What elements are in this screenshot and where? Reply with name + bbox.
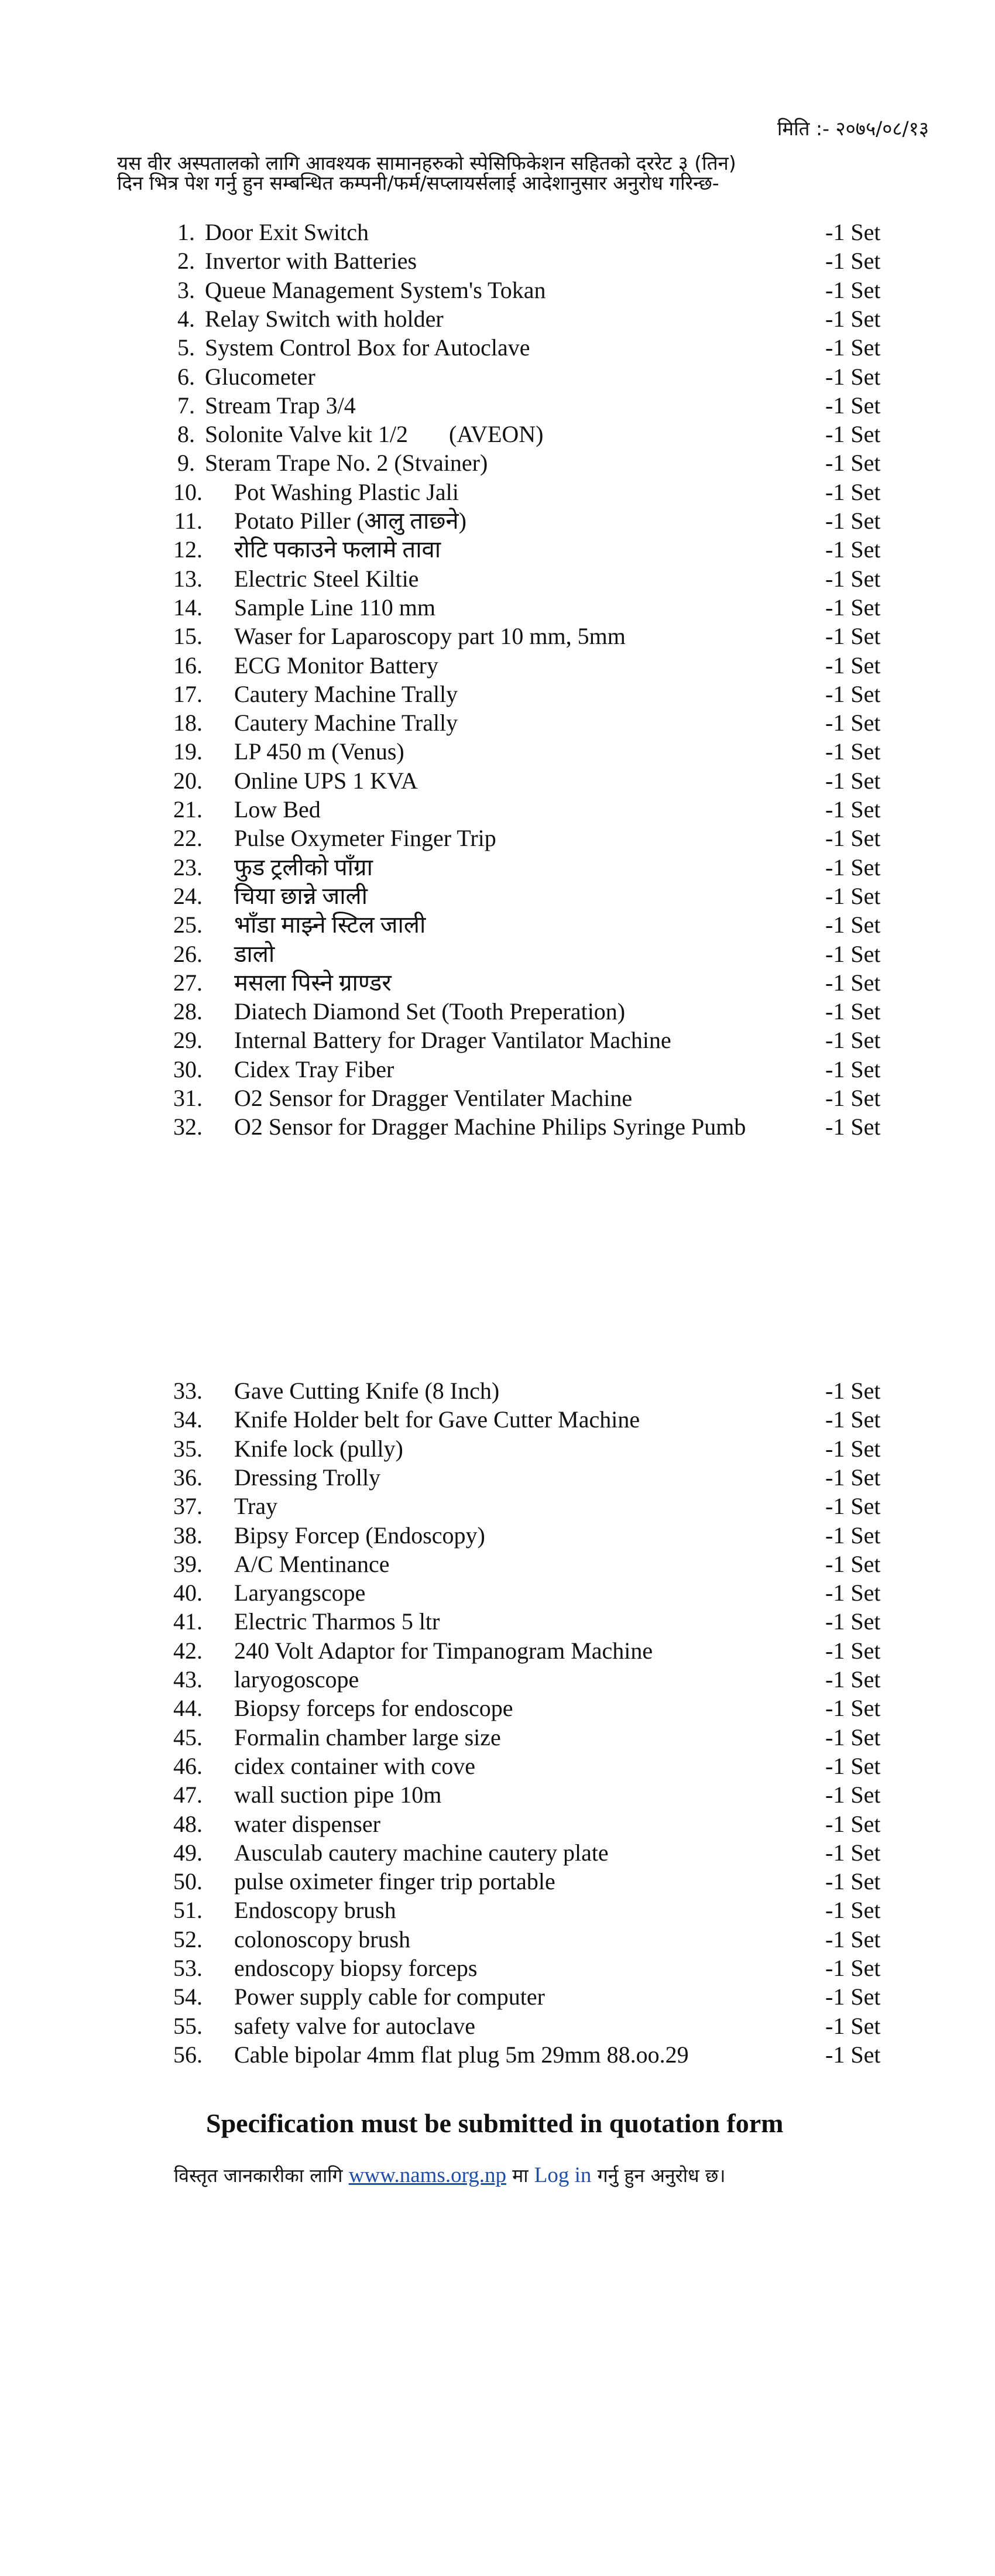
intro-paragraph: [117, 153, 931, 193]
item-number: 37.: [173, 1493, 203, 1520]
item-number: 41.: [173, 1608, 203, 1635]
item-quantity: -1 Set: [825, 1782, 881, 1808]
list-item: [0, 795, 995, 824]
item-number: 50.: [173, 1868, 203, 1895]
item-number: 45.: [173, 1724, 203, 1751]
item-quantity: -1 Set: [825, 1984, 881, 2010]
item-name: Online UPS 1 KVA: [234, 767, 418, 794]
item-name: Endoscopy brush: [234, 1897, 396, 1924]
item-number: 56.: [173, 2041, 203, 2068]
item-quantity: -1 Set: [825, 392, 881, 419]
list-item: [0, 1376, 995, 1406]
item-quantity: -1 Set: [825, 1464, 881, 1491]
item-number: 13.: [173, 565, 203, 592]
item-number: 24.: [173, 882, 203, 909]
list-item: [0, 1084, 995, 1113]
list-item: [0, 1752, 995, 1781]
item-number: 53.: [173, 1955, 203, 1981]
item-quantity: -1 Set: [825, 565, 881, 592]
item-name: Cautery Machine Trally: [234, 680, 458, 707]
item-number: 34.: [173, 1406, 203, 1433]
list-item: [0, 478, 995, 507]
list-item: [0, 535, 995, 564]
item-quantity: -1 Set: [825, 478, 881, 505]
item-number: 26.: [173, 940, 203, 967]
item-quantity: -1 Set: [825, 1608, 881, 1635]
list-item: [0, 564, 995, 594]
item-number: 19.: [173, 738, 203, 765]
info-prefix: विस्तृत जानकारीका लागि: [174, 2164, 343, 2187]
item-quantity: -1 Set: [825, 680, 881, 707]
item-quantity: -1 Set: [825, 334, 881, 361]
item-quantity: -1 Set: [825, 1435, 881, 1462]
list-item: [0, 218, 995, 247]
item-name: Ausculab cautery machine cautery plate: [234, 1839, 609, 1866]
item-name: Relay Switch with holder: [205, 305, 444, 332]
item-quantity: -1 Set: [825, 248, 881, 275]
list-item: [0, 968, 995, 998]
item-name: डालो: [234, 940, 275, 967]
item-name: मसला पिस्ने ग्राण्डर: [234, 969, 392, 996]
item-number: 25.: [173, 912, 203, 938]
item-quantity: -1 Set: [825, 1724, 881, 1751]
item-number: 33.: [173, 1378, 203, 1404]
item-number: 52.: [173, 1926, 203, 1952]
item-number: 23.: [173, 854, 203, 881]
list-item: [0, 1982, 995, 2012]
item-name: Cidex Tray Fiber: [234, 1056, 394, 1083]
list-item: [0, 420, 995, 449]
item-number: 15.: [173, 623, 203, 650]
item-name: फुड ट्रलीको पाँग्रा: [234, 854, 373, 881]
item-name: 240 Volt Adaptor for Timpanogram Machine: [234, 1637, 653, 1664]
item-name: Stream Trap 3/4: [205, 392, 356, 419]
list-item: [0, 1434, 995, 1464]
item-number: 12.: [173, 536, 203, 563]
item-name: safety valve for autoclave: [234, 2012, 476, 2039]
list-item: [0, 2040, 995, 2070]
item-name: Diatech Diamond Set (Tooth Preperation): [234, 998, 626, 1025]
item-number: 51.: [173, 1897, 203, 1924]
list-item: [0, 1723, 995, 1752]
list-item: [0, 1896, 995, 1925]
item-quantity: -1 Set: [825, 854, 881, 881]
login-text: Log in: [534, 2163, 592, 2187]
item-number: 4.: [177, 305, 195, 332]
item-name: laryogoscope: [234, 1666, 359, 1693]
item-name: Knife lock (pully): [234, 1435, 403, 1462]
info-line: [174, 2163, 725, 2188]
item-number: 27.: [173, 969, 203, 996]
list-item: [0, 1636, 995, 1666]
item-number: 2.: [177, 248, 195, 275]
item-name: Queue Management System's Tokan: [205, 276, 546, 303]
item-number: 55.: [173, 2012, 203, 2039]
list-item: [0, 940, 995, 969]
item-name: Gave Cutting Knife (8 Inch): [234, 1378, 500, 1404]
list-item: [0, 1550, 995, 1579]
list-item: [0, 1578, 995, 1608]
item-quantity: -1 Set: [825, 738, 881, 765]
item-name: colonoscopy brush: [234, 1926, 411, 1952]
item-name: चिया छान्ने जाली: [234, 882, 368, 909]
list-item: [0, 1112, 995, 1142]
item-quantity: -1 Set: [825, 1752, 881, 1779]
item-name: भाँडा माझ्ने स्टिल जाली: [234, 912, 426, 938]
item-quantity: -1 Set: [825, 421, 881, 448]
list-item: [0, 2012, 995, 2041]
item-name: LP 450 m (Venus): [234, 738, 404, 765]
item-number: 47.: [173, 1782, 203, 1808]
item-number: 42.: [173, 1637, 203, 1664]
item-name: Pot Washing Plastic Jali: [234, 478, 459, 505]
list-item: [0, 737, 995, 766]
list-item: [0, 304, 995, 334]
item-number: 46.: [173, 1752, 203, 1779]
item-quantity: -1 Set: [825, 767, 881, 794]
item-name: Tray: [234, 1493, 278, 1520]
item-number: 20.: [173, 767, 203, 794]
item-number: 14.: [173, 594, 203, 621]
item-quantity: -1 Set: [825, 1926, 881, 1952]
item-name: Pulse Oxymeter Finger Trip: [234, 825, 496, 852]
item-quantity: -1 Set: [825, 1114, 881, 1140]
item-quantity: -1 Set: [825, 594, 881, 621]
item-name: water dispenser: [234, 1810, 380, 1837]
list-item: [0, 276, 995, 305]
item-name: Glucometer: [205, 363, 315, 390]
list-item: [0, 853, 995, 882]
item-quantity: -1 Set: [825, 276, 881, 303]
item-name: Knife Holder belt for Gave Cutter Machine: [234, 1406, 640, 1433]
item-name: Internal Battery for Drager Vantilator Machine: [234, 1027, 671, 1054]
item-name: Low Bed: [234, 796, 321, 823]
item-name: Dressing Trolly: [234, 1464, 381, 1491]
item-number: 22.: [173, 825, 203, 852]
item-name: Power supply cable for computer: [234, 1984, 545, 2010]
info-suffix: गर्नु हुन अनुरोध छ।: [597, 2164, 726, 2187]
item-name: Cable bipolar 4mm flat plug 5m 29mm 88.oo.29: [234, 2041, 689, 2068]
item-number: 48.: [173, 1810, 203, 1837]
item-number: 10.: [173, 478, 203, 505]
item-name: Bipsy Forcep (Endoscopy): [234, 1522, 485, 1549]
item-number: 54.: [173, 1984, 203, 2010]
list-item: [0, 910, 995, 940]
list-item: [0, 1607, 995, 1636]
item-quantity: -1 Set: [825, 1056, 881, 1083]
item-number: 5.: [177, 334, 195, 361]
item-number: 39.: [173, 1550, 203, 1577]
item-number: 49.: [173, 1839, 203, 1866]
item-name: Electric Steel Kiltie: [234, 565, 419, 592]
list-item: [0, 448, 995, 478]
list-item: [0, 622, 995, 651]
list-item: [0, 1492, 995, 1521]
item-name: Sample Line 110 mm: [234, 594, 436, 621]
list-item: [0, 1055, 995, 1084]
website-link[interactable]: www.nams.org.np: [348, 2163, 506, 2187]
item-number: 30.: [173, 1056, 203, 1083]
item-quantity: -1 Set: [825, 2012, 881, 2039]
item-quantity: -1 Set: [825, 2041, 881, 2068]
item-quantity: -1 Set: [825, 450, 881, 477]
item-quantity: -1 Set: [825, 305, 881, 332]
item-number: 3.: [177, 276, 195, 303]
item-name: Formalin chamber large size: [234, 1724, 501, 1751]
item-name: pulse oximeter finger trip portable: [234, 1868, 555, 1895]
list-item: [0, 708, 995, 738]
list-item: [0, 1925, 995, 1954]
intro-line-1: यस वीर अस्पतालको लागि आवश्यक सामानहरुको स्पेसिफिकेशन सहितको दररेट ३ (तिन): [117, 152, 736, 174]
item-number: 36.: [173, 1464, 203, 1491]
item-name: O2 Sensor for Dragger Ventilater Machine: [234, 1085, 633, 1111]
item-quantity: -1 Set: [825, 1810, 881, 1837]
item-quantity: -1 Set: [825, 1666, 881, 1693]
item-quantity: -1 Set: [825, 536, 881, 563]
list-item: [0, 593, 995, 622]
item-quantity: -1 Set: [825, 1550, 881, 1577]
item-quantity: -1 Set: [825, 652, 881, 679]
item-quantity: -1 Set: [825, 1955, 881, 1981]
list-item: [0, 246, 995, 276]
item-quantity: -1 Set: [825, 825, 881, 852]
item-number: 32.: [173, 1114, 203, 1140]
item-quantity: -1 Set: [825, 1027, 881, 1054]
item-number: 40.: [173, 1580, 203, 1606]
item-name: Steram Trape No. 2 (Stvainer): [205, 450, 488, 477]
item-name: Biopsy forceps for endoscope: [234, 1695, 513, 1722]
item-number: 6.: [177, 363, 195, 390]
specification-note: Specification must be submitted in quotation form: [206, 2108, 784, 2138]
item-quantity: -1 Set: [825, 796, 881, 823]
list-item: [0, 1405, 995, 1434]
item-quantity: -1 Set: [825, 969, 881, 996]
item-number: 7.: [177, 392, 195, 419]
item-name: Potato Piller (आलु ताछ्ने): [234, 508, 466, 534]
list-item: [0, 1810, 995, 1839]
item-quantity: -1 Set: [825, 1695, 881, 1722]
item-number: 9.: [177, 450, 195, 477]
item-quantity: -1 Set: [825, 1637, 881, 1664]
item-quantity: -1 Set: [825, 1085, 881, 1111]
list-item: [0, 1665, 995, 1694]
item-name: Door Exit Switch: [205, 219, 369, 245]
list-item: [0, 391, 995, 420]
list-item: [0, 333, 995, 362]
item-name: Laryangscope: [234, 1580, 366, 1606]
date-line: मिति :- २०७५/०८/१३: [777, 117, 929, 140]
item-quantity: -1 Set: [825, 1839, 881, 1866]
item-name: ECG Monitor Battery: [234, 652, 438, 679]
list-item: [0, 824, 995, 853]
list-item: [0, 1867, 995, 1896]
item-name: रोटि पकाउने फलामे तावा: [234, 536, 441, 563]
item-number: 17.: [173, 680, 203, 707]
item-name: Waser for Laparoscopy part 10 mm, 5mm: [234, 623, 626, 650]
item-name: Cautery Machine Trally: [234, 710, 458, 737]
item-number: 44.: [173, 1695, 203, 1722]
list-item: [0, 651, 995, 680]
list-item: [0, 766, 995, 796]
item-number: 1.: [177, 219, 195, 245]
item-quantity: -1 Set: [825, 508, 881, 534]
list-item: [0, 362, 995, 392]
list-item: [0, 1838, 995, 1868]
item-quantity: -1 Set: [825, 1493, 881, 1520]
item-quantity: -1 Set: [825, 1868, 881, 1895]
item-number: 35.: [173, 1435, 203, 1462]
item-number: 29.: [173, 1027, 203, 1054]
item-name: A/C Mentinance: [234, 1550, 390, 1577]
item-name: wall suction pipe 10m: [234, 1782, 442, 1808]
item-quantity: -1 Set: [825, 882, 881, 909]
item-number: 11.: [174, 508, 203, 534]
item-quantity: -1 Set: [825, 219, 881, 245]
item-number: 16.: [173, 652, 203, 679]
item-number: 8.: [177, 421, 195, 448]
info-mid: मा: [512, 2164, 529, 2187]
item-quantity: -1 Set: [825, 710, 881, 737]
item-quantity: -1 Set: [825, 1406, 881, 1433]
list-item: [0, 1521, 995, 1550]
item-quantity: -1 Set: [825, 623, 881, 650]
item-name: endoscopy biopsy forceps: [234, 1955, 478, 1981]
list-item: [0, 882, 995, 911]
item-name: Invertor with Batteries: [205, 248, 417, 275]
item-quantity: -1 Set: [825, 363, 881, 390]
item-name: Solonite Valve kit 1/2 (AVEON): [205, 421, 544, 448]
item-quantity: -1 Set: [825, 998, 881, 1025]
item-name: Electric Tharmos 5 ltr: [234, 1608, 440, 1635]
item-number: 31.: [173, 1085, 203, 1111]
item-quantity: -1 Set: [825, 1378, 881, 1404]
item-number: 43.: [173, 1666, 203, 1693]
list-item: [0, 1954, 995, 1983]
item-number: 21.: [173, 796, 203, 823]
item-name: cidex container with cove: [234, 1752, 476, 1779]
list-item: [0, 506, 995, 536]
list-item: [0, 1026, 995, 1055]
item-number: 18.: [173, 710, 203, 737]
item-name: System Control Box for Autoclave: [205, 334, 530, 361]
item-number: 38.: [173, 1522, 203, 1549]
item-quantity: -1 Set: [825, 912, 881, 938]
item-number: 28.: [173, 998, 203, 1025]
item-quantity: -1 Set: [825, 1897, 881, 1924]
list-item: [0, 1694, 995, 1723]
list-item: [0, 680, 995, 709]
list-item: [0, 1780, 995, 1810]
item-quantity: -1 Set: [825, 1580, 881, 1606]
intro-line-2: दिन भित्र पेश गर्नु हुन सम्बन्धित कम्पनी/फर्म/सप्लायर्सलाई आदेशानुसार अनुरोध गरिन्छ-: [117, 172, 719, 194]
item-quantity: -1 Set: [825, 940, 881, 967]
item-quantity: -1 Set: [825, 1522, 881, 1549]
list-item: [0, 1463, 995, 1492]
item-name: O2 Sensor for Dragger Machine Philips Syringe Pumb: [234, 1114, 746, 1140]
list-item: [0, 997, 995, 1026]
